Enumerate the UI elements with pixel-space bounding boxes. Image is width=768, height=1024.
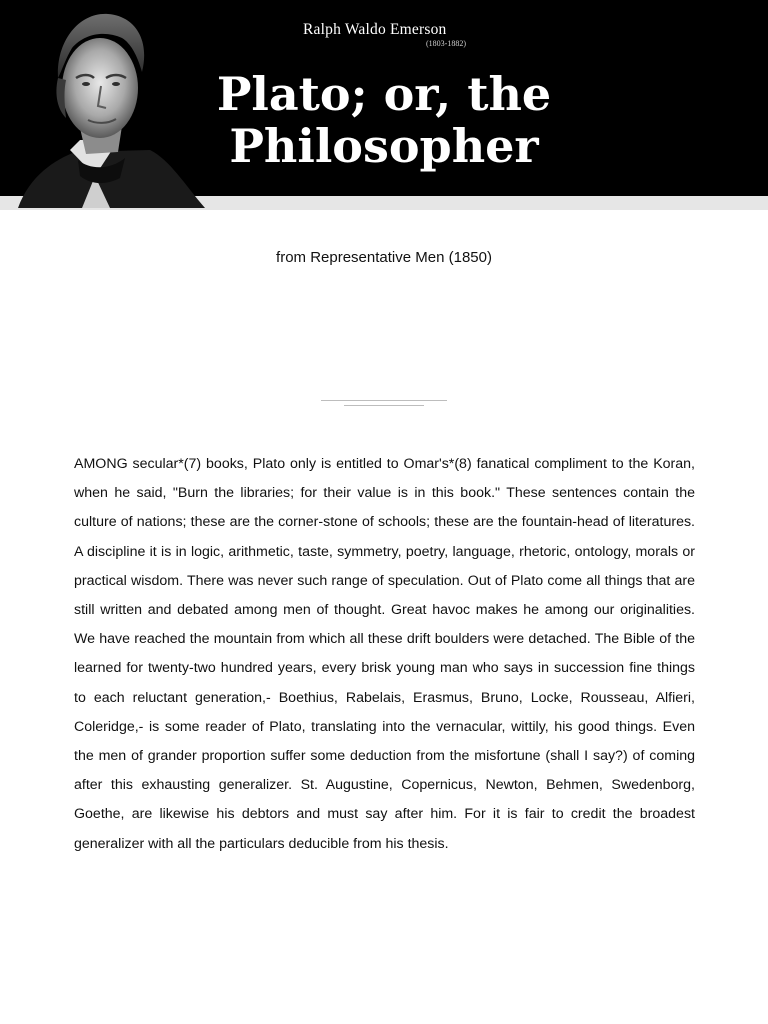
author-dates: (1803-1882) — [426, 39, 466, 48]
page-title: Plato; or, the Philosopher — [216, 67, 552, 173]
body-paragraph: AMONG secular*(7) books, Plato only is entitled to Omar's*(8) fanatical compliment to the Koran, when he said, "Burn the libraries; for their value is in this book." These sentences contain the culture of nations; these are the corner-stone of schools; these are the fountain-head of literatures. A discipline it is in logic, arithmetic, taste, symmetry, poetry, language, rhetoric, ontology, morals or practical wisdom. There was never such range of speculation. Out of Plato come all things that are still written and debated among men of thought. Great havoc makes he among our originalities. We have reached the mountain from which all these drift boulders were detached. The Bible of the learned for twenty-two hundred years, every brisk young man who says in succession fine things to each reluctant generation,- Boethius, Rabelais, Erasmus, Bruno, Locke, Rousseau, Alfieri, Coleridge,- is some reader of Plato, translating into the vernacular, wittily, his good things. Even the men of grander proportion suffer some deduction from the misfortune (shall I say?) of coming after this exhausting generalizer. St. Augustine, Copernicus, Newton, Behmen, Swedenborg, Goethe, are likewise his debtors and must say after him. For it is fair to credit the broadest generalizer with all the particulars deducible from his thesis. — [74, 456, 695, 852]
divider-line-top — [321, 400, 447, 401]
divider-line-bottom — [344, 405, 424, 406]
subtitle: from Representative Men (1850) — [276, 249, 492, 266]
author-portrait — [0, 0, 210, 208]
section-divider — [321, 400, 447, 408]
author-name: Ralph Waldo Emerson — [303, 21, 447, 38]
